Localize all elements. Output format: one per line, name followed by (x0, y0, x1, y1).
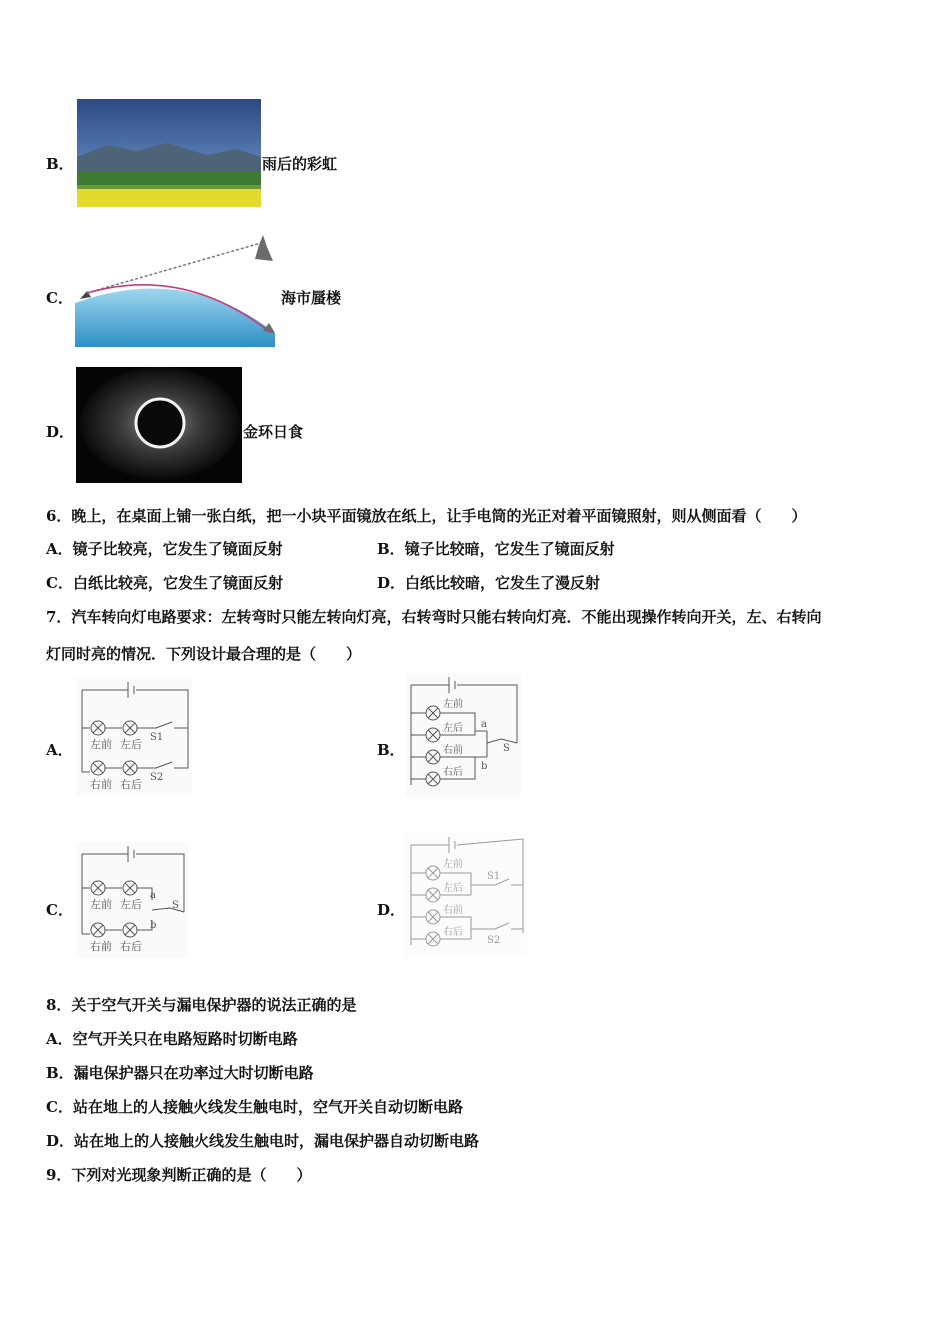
question-stem-line2: 灯同时亮的情况．下列设计最合理的是（ ） (46, 645, 362, 663)
switch-label: S2 (150, 772, 164, 783)
option-label[interactable]: D． (377, 901, 406, 919)
lamp-label: 右后 (120, 778, 142, 791)
lamp-label: 左后 (443, 723, 463, 734)
option-label: B． (46, 155, 74, 173)
contact-label: b (481, 761, 488, 772)
switch-label: S2 (487, 935, 501, 946)
answer-option[interactable]: C．站在地上的人接触火线发生触电时，空气开关自动切断电路 (46, 1098, 463, 1116)
option-label[interactable]: C． (46, 901, 73, 919)
circuit-d-diagram-icon (405, 833, 527, 957)
contact-label: a (150, 890, 156, 901)
lamp-label: 右后 (443, 927, 463, 938)
question-stem: 8．关于空气开关与漏电保护器的说法正确的是 (46, 996, 357, 1014)
lamp-label: 左前 (443, 859, 463, 870)
option-label[interactable]: A． (46, 741, 73, 759)
answer-option[interactable]: C．白纸比较亮，它发生了镜面反射 (46, 574, 283, 592)
lamp-label: 右后 (120, 940, 142, 953)
circuit-b-diagram-icon (405, 673, 521, 797)
contact-label: a (481, 719, 487, 730)
circuit-a-diagram-icon (76, 678, 192, 796)
answer-option[interactable]: D．白纸比较暗，它发生了漫反射 (377, 574, 601, 592)
lamp-label: 左后 (443, 883, 463, 894)
lamp-label: 右后 (443, 767, 463, 778)
option-label: D． (46, 423, 75, 441)
lamp-label: 右前 (90, 940, 112, 953)
mirage-diagram-icon (75, 233, 281, 349)
lamp-label: 左后 (120, 898, 142, 911)
question-stem-line1: 7．汽车转向灯电路要求：左转弯时只能左转向灯亮，右转弯时只能右转向灯亮．不能出现操作转向开关，左、右转向 (46, 608, 822, 626)
switch-label: S (503, 743, 510, 754)
switch-label: S1 (150, 732, 164, 743)
lamp-label: 右前 (443, 745, 463, 756)
answer-option[interactable]: A．空气开关只在电路短路时切断电路 (46, 1030, 298, 1048)
annular-eclipse-photo-icon (76, 367, 242, 483)
lamp-label: 右前 (90, 778, 112, 791)
answer-option[interactable]: B．漏电保护器只在功率过大时切断电路 (46, 1064, 314, 1082)
answer-option[interactable]: D．站在地上的人接触火线发生触电时，漏电保护器自动切断电路 (46, 1132, 480, 1150)
option-label[interactable]: B． (377, 741, 405, 759)
lamp-label: 右前 (443, 905, 463, 916)
option-label: C． (46, 289, 73, 307)
contact-label: b (150, 920, 157, 931)
circuit-c-diagram-icon (76, 842, 188, 958)
option-caption: 金环日食 (243, 423, 304, 441)
answer-option[interactable]: A．镜子比较亮，它发生了镜面反射 (46, 540, 283, 558)
switch-label: S (172, 900, 179, 911)
lamp-label: 左后 (120, 738, 142, 751)
lamp-label: 左前 (90, 738, 112, 751)
rainbow-photo-icon (77, 99, 261, 207)
lamp-label: 左前 (443, 699, 463, 710)
answer-option[interactable]: B．镜子比较暗，它发生了镜面反射 (377, 540, 615, 558)
question-stem: 6．晚上，在桌面上铺一张白纸，把一小块平面镜放在纸上，让手电筒的光正对着平面镜照射，则从侧面看（ ） (46, 507, 807, 525)
option-caption: 雨后的彩虹 (262, 155, 338, 173)
switch-label: S1 (487, 871, 501, 882)
lamp-label: 左前 (90, 898, 112, 911)
question-9-stem: 9．下列对光现象判断正确的是（ ） (46, 1166, 312, 1184)
option-caption: 海市蜃楼 (281, 289, 342, 307)
